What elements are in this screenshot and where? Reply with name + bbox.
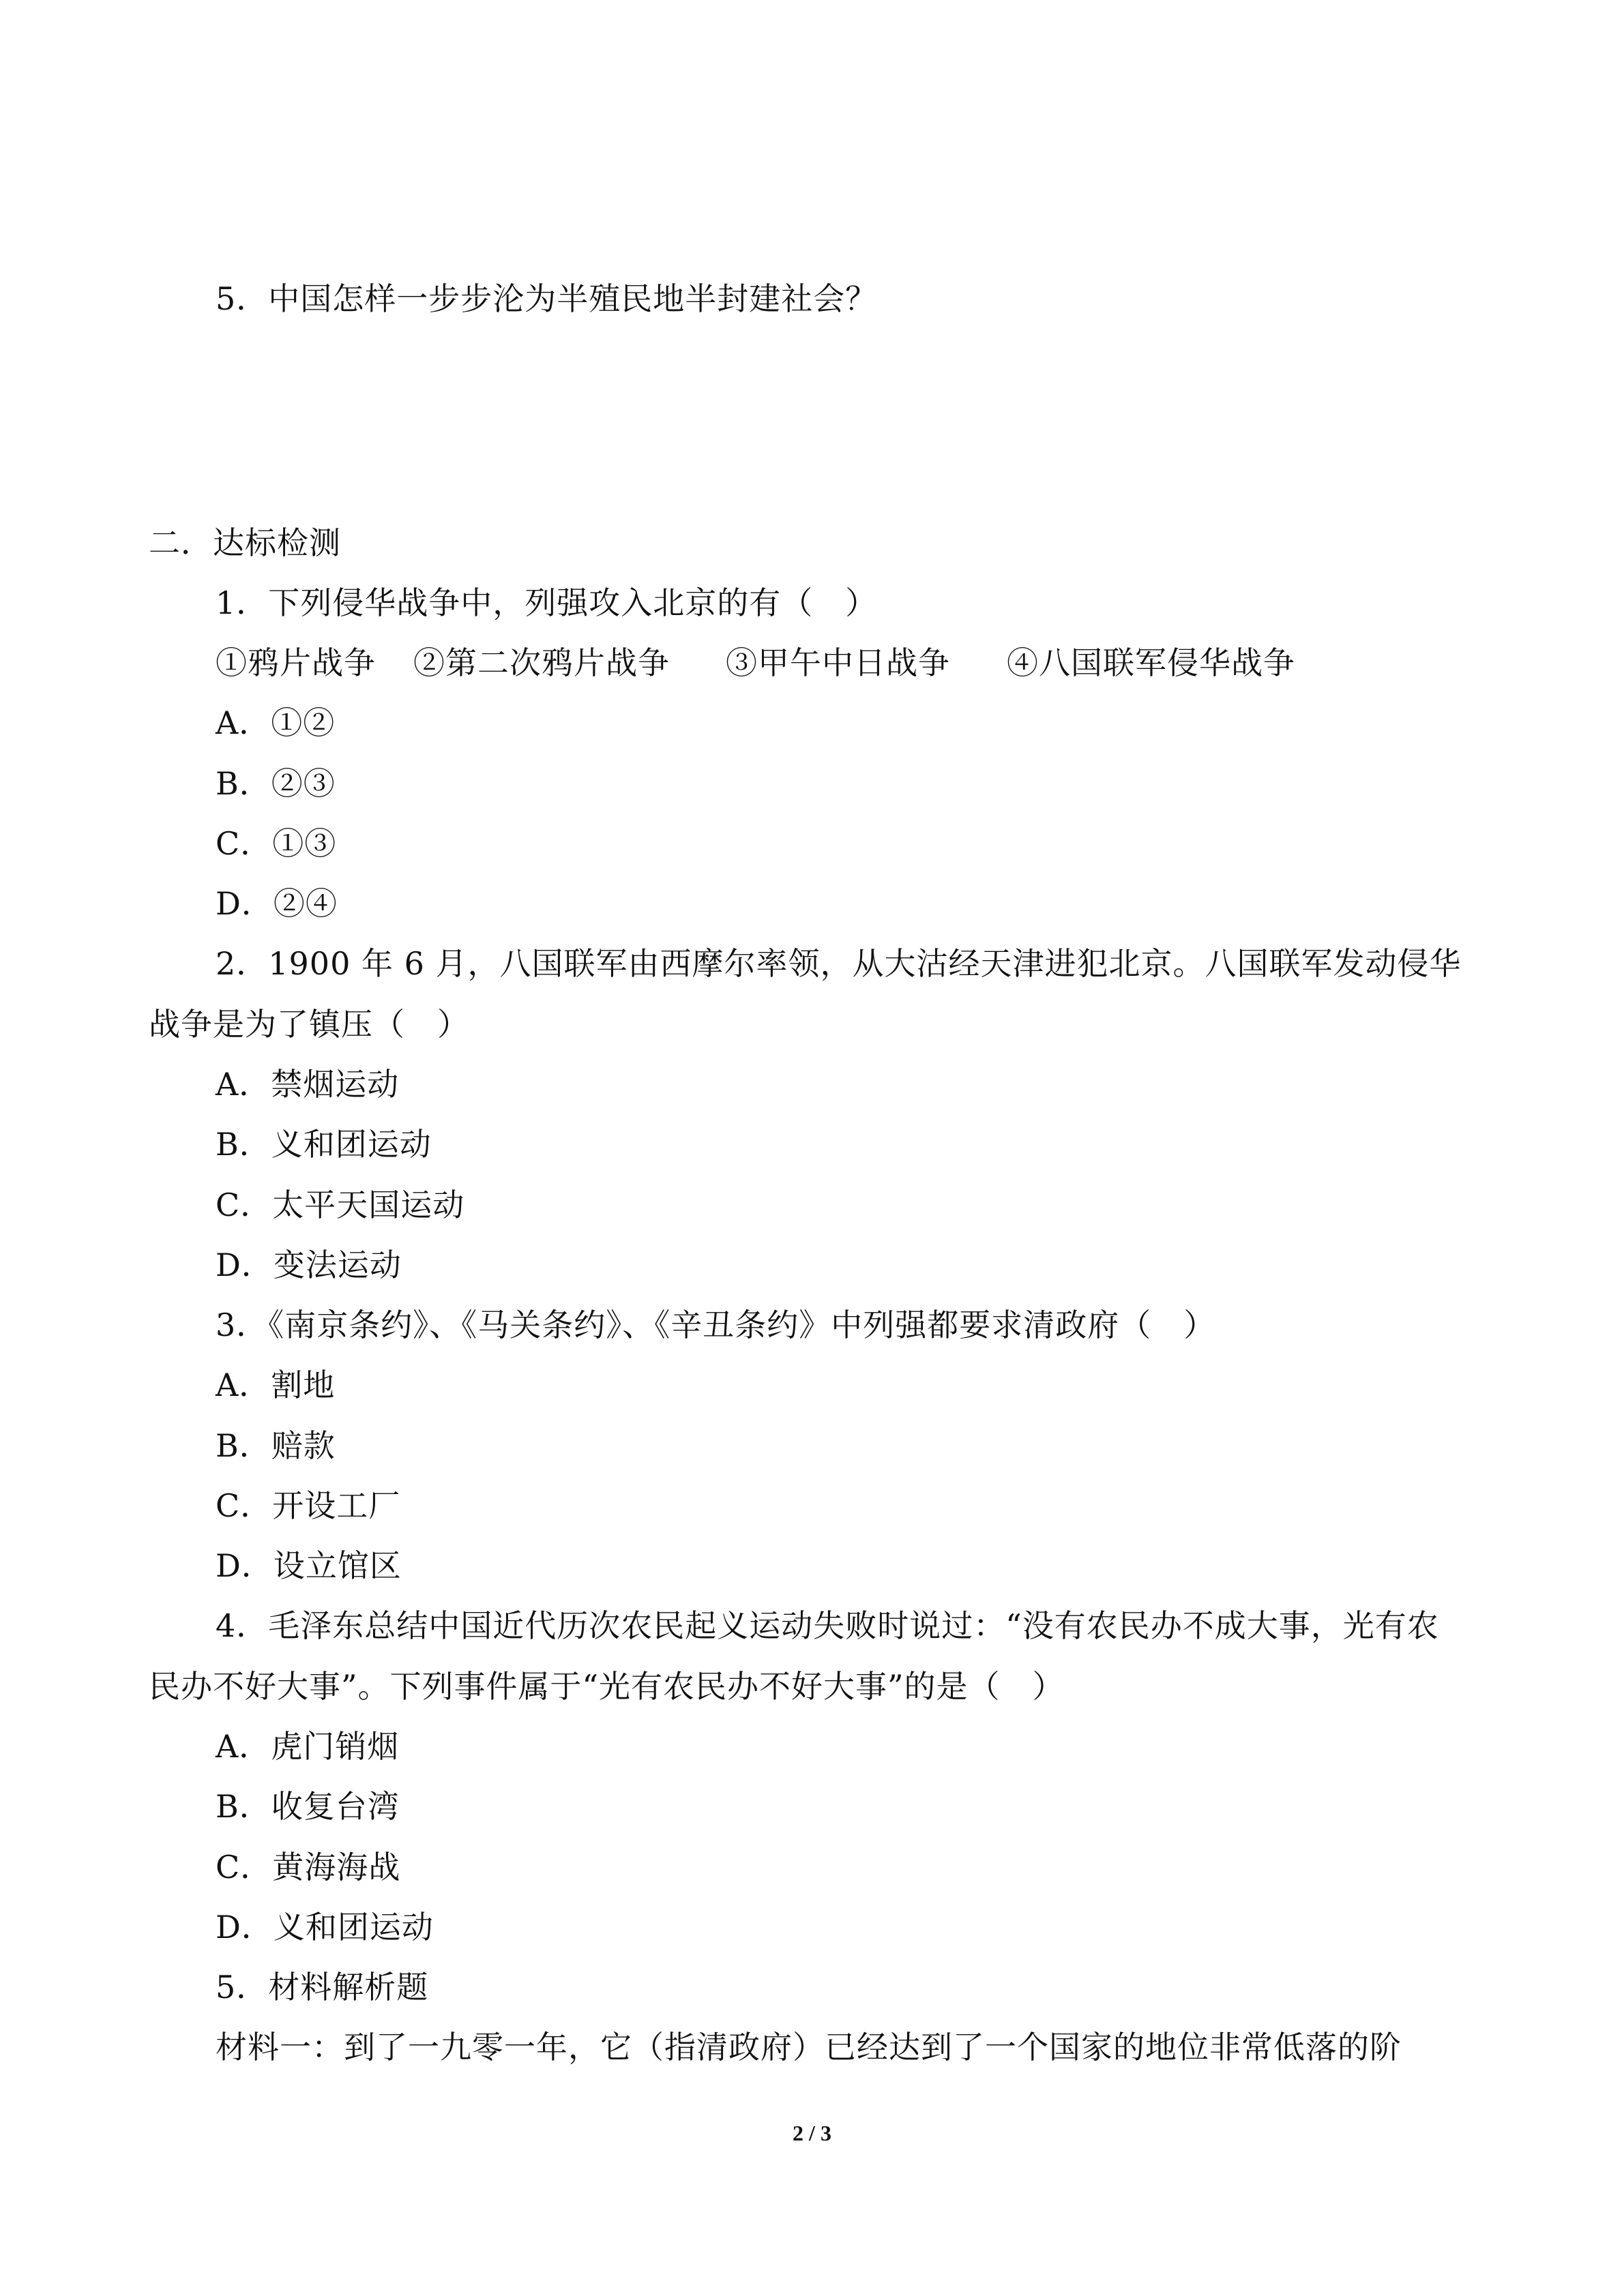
section-heading: 二．达标检测 <box>149 524 341 561</box>
question-4-option-c: C．黄海海战 <box>216 1849 401 1885</box>
question-1-option-b: B．②③ <box>216 765 336 802</box>
page-number: 2 / 3 <box>793 2121 831 2145</box>
question-3-stem: 3．《南京条约》、《马关条约》、《辛丑条约》中列强都要求清政府（ ） <box>216 1307 1216 1343</box>
question-1-item-1: ①鸦片战争 <box>216 644 376 681</box>
review-question-5: 5．中国怎样一步步沦为半殖民地半封建社会？ <box>216 280 878 317</box>
question-2-option-b: B．义和团运动 <box>216 1126 432 1163</box>
question-1-item-2: ②第二次鸦片战争 <box>413 644 670 681</box>
question-4-option-b: B．收复台湾 <box>216 1788 400 1825</box>
question-1-option-d: D．②④ <box>216 885 338 922</box>
question-1-option-c: C．①③ <box>216 825 337 862</box>
question-1-option-a: A．①② <box>216 704 336 741</box>
question-3-option-c: C．开设工厂 <box>216 1487 401 1524</box>
question-5-stem: 5．材料解析题 <box>216 1969 429 2006</box>
question-5-material: 材料一：到了一九零一年，它（指清政府）已经达到了一个国家的地位非常低落的阶 <box>216 2029 1402 2066</box>
question-3-option-a: A．割地 <box>216 1367 336 1403</box>
question-2-option-c: C．太平天国运动 <box>216 1187 465 1223</box>
question-2-option-d: D．变法运动 <box>216 1247 402 1283</box>
question-1-stem: 1．下列侵华战争中，列强攻入北京的有（ ） <box>216 584 878 621</box>
question-1-item-3: ③甲午中日战争 <box>726 644 950 681</box>
question-3-option-b: B．赔款 <box>216 1427 336 1464</box>
question-3-option-d: D．设立馆区 <box>216 1547 402 1584</box>
question-1-item-4: ④八国联军侵华战争 <box>1007 644 1295 681</box>
question-1-items <box>216 642 1295 683</box>
question-2-stem-line-1: 2．1900 年 6 月，八国联军由西摩尔率领，从大沽经天津进犯北京。八国联军发动侵华 <box>216 945 1462 982</box>
question-2-option-a: A．禁烟运动 <box>216 1066 400 1103</box>
question-4-stem-line-1: 4．毛泽东总结中国近代历次农民起义运动失败时说过：“没有农民办不成大事，光有农 <box>216 1607 1439 1644</box>
question-4-option-a: A．虎门销烟 <box>216 1728 400 1765</box>
question-2-stem-line-2: 战争是为了镇压（ ） <box>149 1006 469 1043</box>
question-4-option-d: D．义和团运动 <box>216 1909 434 1945</box>
question-4-stem-line-2: 民办不好大事”。下列事件属于“光有农民办不好大事”的是（ ） <box>149 1668 1065 1705</box>
